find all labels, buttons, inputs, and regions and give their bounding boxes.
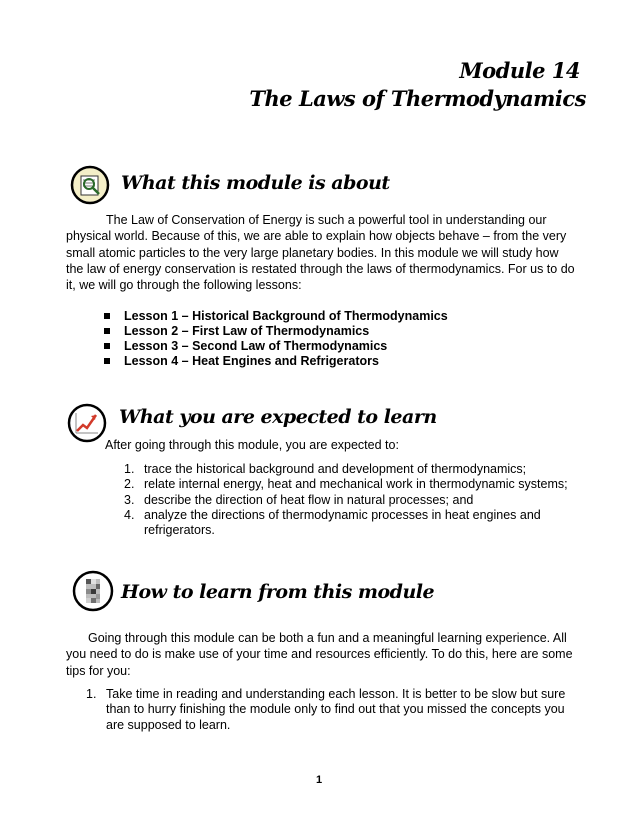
section-heading-howto: How to learn from this module: [121, 581, 435, 603]
objective-item: 2. relate internal energy, heat and mechanical work in thermodynamic systems;: [124, 477, 568, 492]
lesson-list: [104, 309, 448, 369]
page-number: 1: [315, 774, 323, 786]
paragraph-line: it, we will go through the following lessons:: [66, 278, 302, 293]
expected-intro: After going through this module, you are expected to:: [105, 438, 399, 452]
pixel-figure-icon: [72, 570, 114, 617]
tips-list: [86, 687, 586, 733]
paragraph-line: The Law of Conservation of Energy is such a powerful tool in understanding our: [106, 213, 547, 227]
lesson-item: Lesson 4 – Heat Engines and Refrigerators: [104, 354, 448, 369]
module-title: The Laws of Thermodynamics: [249, 86, 586, 111]
magnifier-book-icon: [70, 165, 110, 210]
chart-arrow-icon: [67, 403, 107, 448]
lesson-item: Lesson 3 – Second Law of Thermodynamics: [104, 339, 448, 354]
module-number: Module 14: [459, 58, 580, 83]
howto-paragraph: [66, 630, 586, 679]
about-paragraph: [66, 212, 580, 293]
objective-item: 3. describe the direction of heat flow in natural processes; and: [124, 492, 474, 507]
paragraph-line: small atomic particles to the very large planetary bodies. In this module we will study how: [66, 245, 559, 260]
paragraph-line: you need to do is make use of your time and resources efficiently. To do this, here are some: [66, 647, 573, 662]
paragraph-line: physical world. Because of this, we are able to explain how objects behave – from the very: [66, 229, 567, 244]
lesson-item: Lesson 1 – Historical Background of Thermodynamics: [104, 309, 448, 324]
paragraph-line: the law of energy conservation is restated through the laws of thermodynamics. For us to do: [66, 261, 575, 276]
tip-item: 1. Take time in reading and understanding each lesson. It is better to be slow but sure than to hurry finishing the module only to find out that you missed the concepts you are supposed to learn.: [86, 687, 566, 732]
objective-list: [124, 462, 584, 538]
objective-item: 4. analyze the directions of thermodynamic processes in heat engines and refrigerators.: [124, 507, 541, 538]
paragraph-line: Going through this module can be both a fun and a meaningful learning experience. All: [88, 631, 567, 645]
paragraph-line: tips for you:: [66, 663, 131, 678]
section-heading-expected: What you are expected to learn: [119, 406, 437, 428]
objective-item: 1. trace the historical background and development of thermodynamics;: [124, 462, 527, 476]
lesson-item: Lesson 2 – First Law of Thermodynamics: [104, 324, 448, 339]
section-heading-about: What this module is about: [121, 172, 390, 194]
